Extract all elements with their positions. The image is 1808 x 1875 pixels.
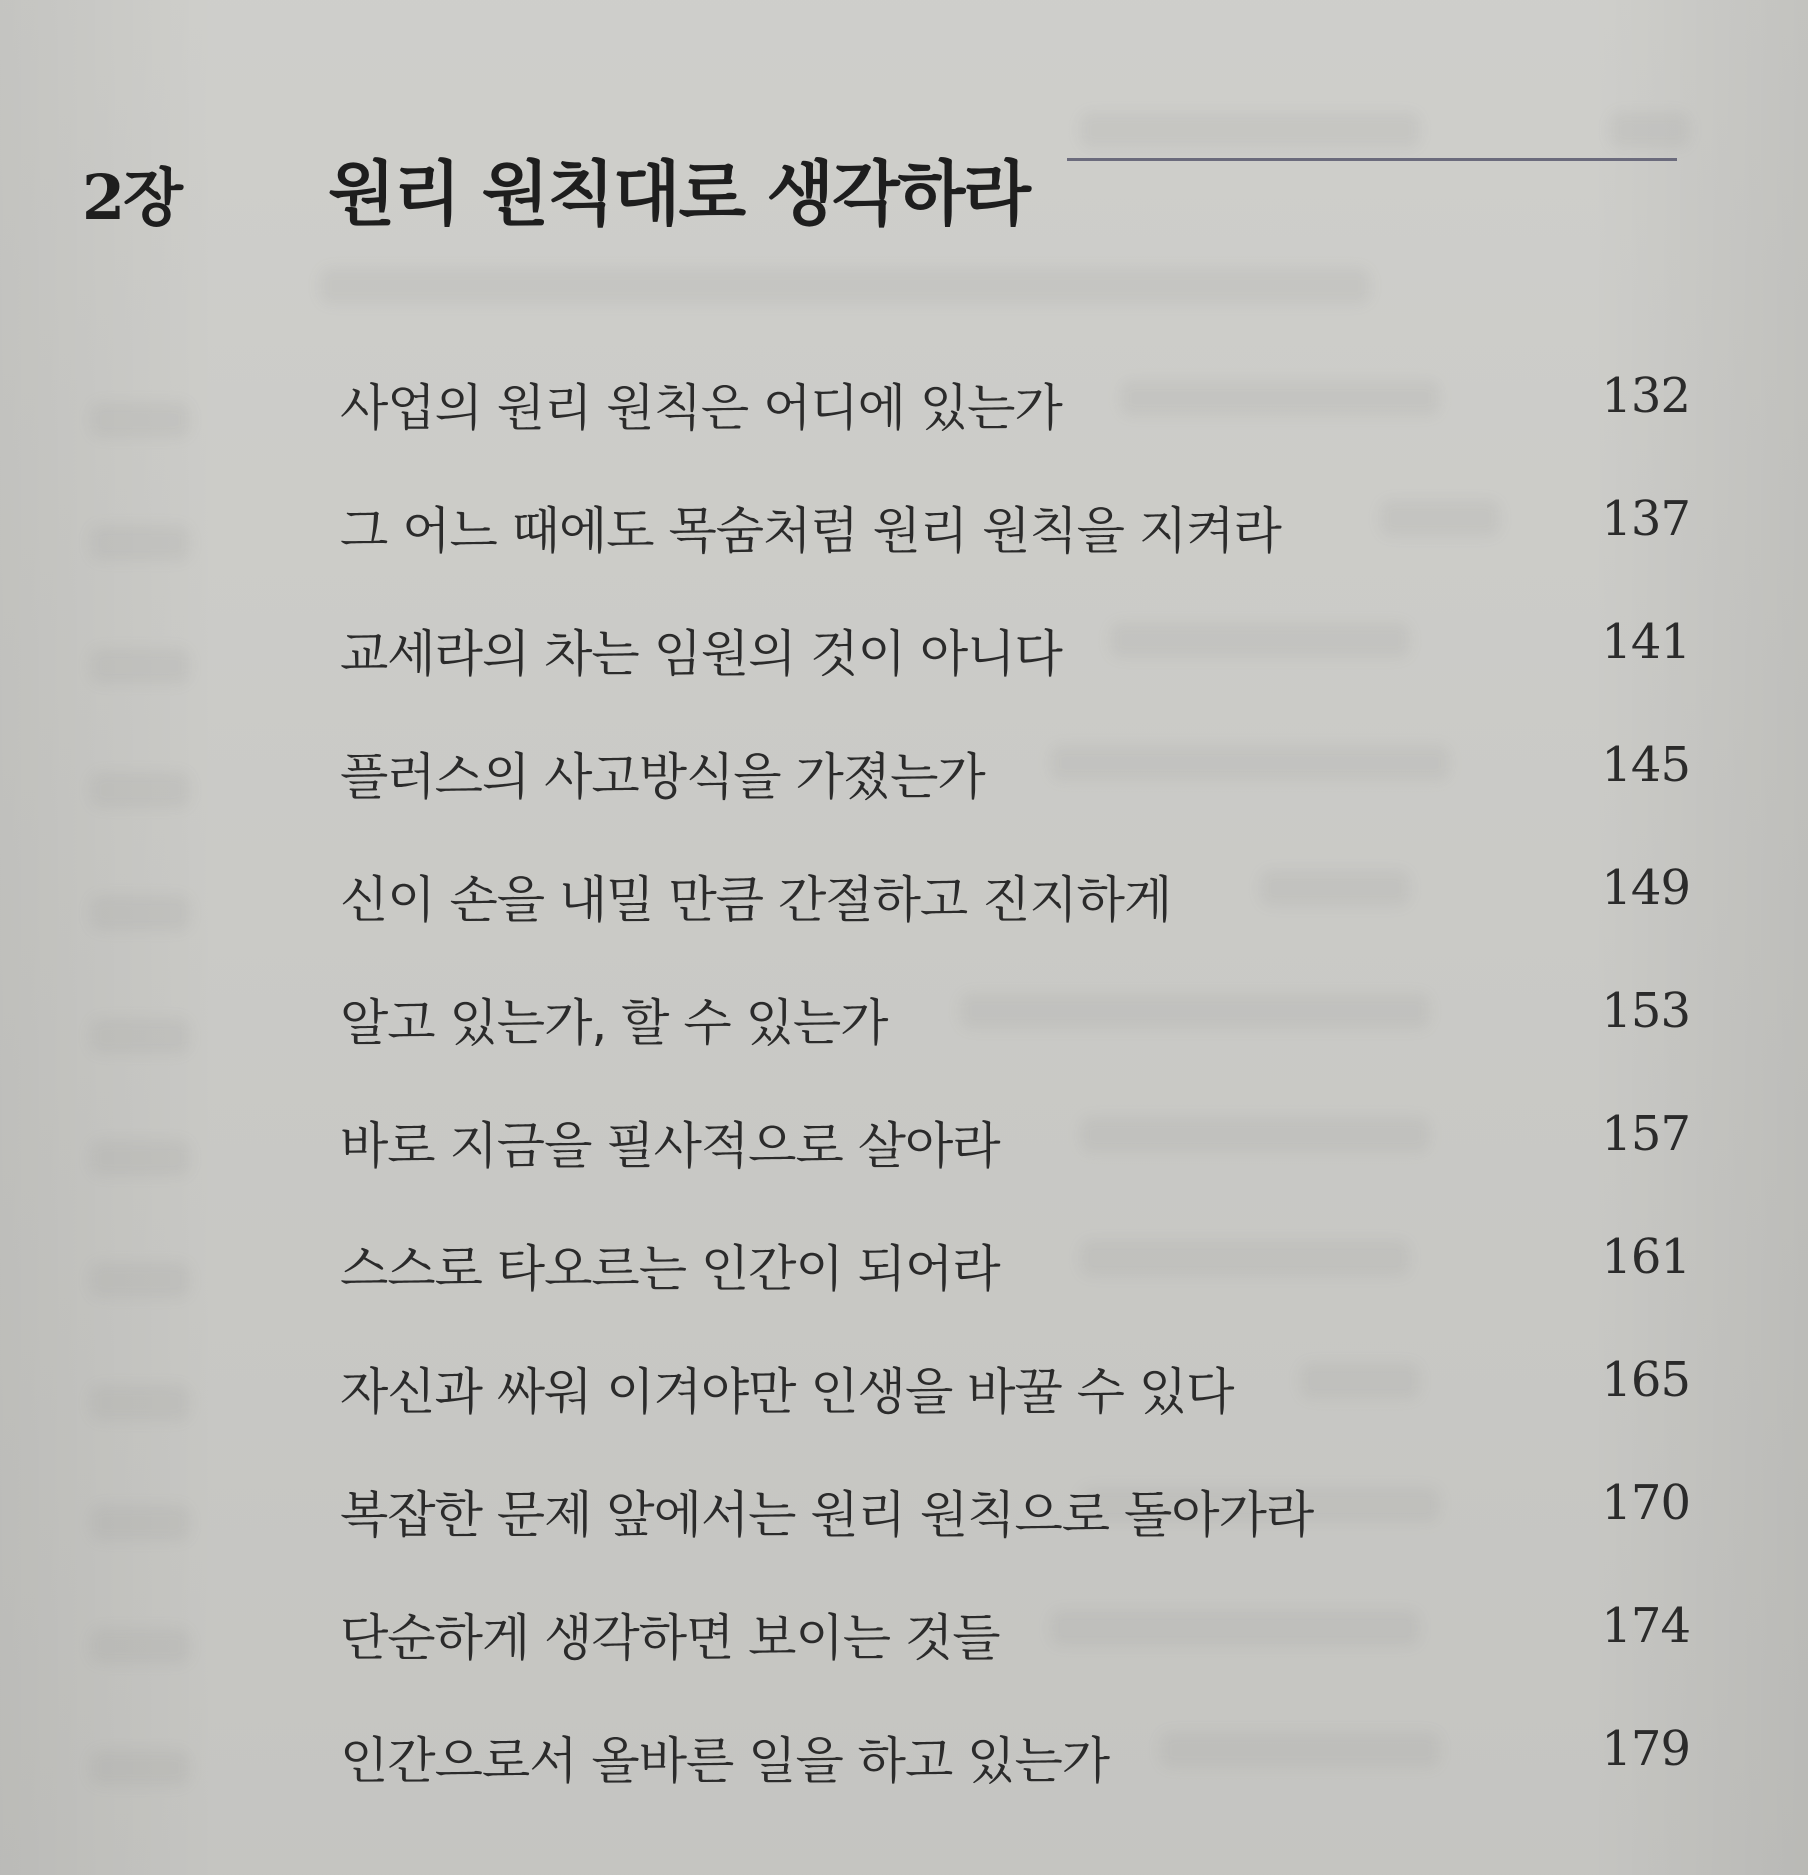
toc-entry-title: 신이 손을 내밀 만큼 간절하고 진지하게: [340, 871, 1172, 929]
toc-entry-title: 교세라의 차는 임원의 것이 아니다: [340, 625, 1062, 683]
toc-entry: [340, 1352, 1690, 1422]
toc-entry-title: 플러스의 사고방식을 가졌는가: [340, 748, 985, 806]
toc-entry: [340, 860, 1690, 930]
toc-entry-page: 132: [1601, 368, 1690, 424]
toc-entry: [340, 737, 1690, 807]
toc-entry: [340, 1475, 1690, 1545]
toc-entry-page: 137: [1601, 491, 1690, 547]
toc-entry: [340, 368, 1690, 438]
toc-entry-page: 145: [1601, 737, 1690, 793]
toc-entry-page: 161: [1601, 1229, 1690, 1285]
toc-entry: [340, 1106, 1690, 1176]
toc-entry: [340, 1229, 1690, 1299]
toc-entry-page: 170: [1601, 1475, 1690, 1531]
toc-entry: [340, 614, 1690, 684]
toc-entry-title: 인간으로서 올바른 일을 하고 있는가: [340, 1732, 1110, 1790]
toc-entry: [340, 1721, 1690, 1791]
toc-entry-title: 그 어느 때에도 목숨처럼 원리 원칙을 지켜라: [340, 502, 1281, 560]
toc-entry-page: 157: [1601, 1106, 1690, 1162]
toc-entry-title: 단순하게 생각하면 보이는 것들: [340, 1609, 1000, 1667]
toc-entry-title: 사업의 원리 원칙은 어디에 있는가: [340, 379, 1062, 437]
toc-entry-title: 자신과 싸워 이겨야만 인생을 바꿀 수 있다: [340, 1363, 1234, 1421]
toc-entry-title: 복잡한 문제 앞에서는 원리 원칙으로 돌아가라: [340, 1486, 1314, 1544]
toc-entry-page: 141: [1601, 614, 1690, 670]
chapter-title: 원리 원칙대로 생각하라: [328, 153, 1029, 235]
toc-entry-page: 174: [1601, 1598, 1690, 1654]
toc-entry: [340, 1598, 1690, 1668]
toc-entry-page: 165: [1601, 1352, 1690, 1408]
toc-entry-title: 스스로 타오르는 인간이 되어라: [340, 1240, 1000, 1298]
toc-entry-page: 153: [1601, 983, 1690, 1039]
toc-entry-title: 바로 지금을 필사적으로 살아라: [340, 1117, 1000, 1175]
toc-entry: [340, 491, 1690, 561]
toc-entry: [340, 983, 1690, 1053]
toc-entry-page: 149: [1601, 860, 1690, 916]
toc-entry-title: 알고 있는가, 할 수 있는가: [340, 994, 888, 1052]
toc-entry-page: 179: [1601, 1721, 1690, 1777]
chapter-number: 2장: [82, 161, 182, 234]
